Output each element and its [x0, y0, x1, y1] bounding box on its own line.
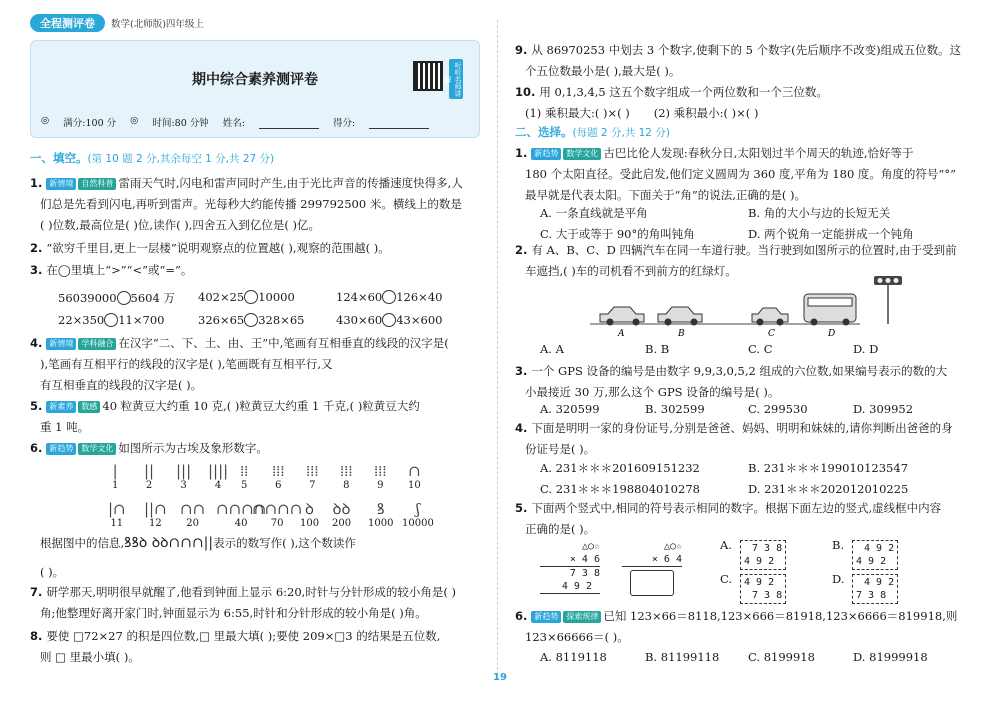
question-5 [30, 396, 485, 438]
option-a[interactable]: A. 一条直线就是平角 [540, 206, 648, 220]
q-number: 6. [30, 441, 43, 455]
q-number: 3. [515, 364, 528, 378]
section-title: 二、选择。 [515, 125, 573, 139]
choice-5 [515, 498, 980, 540]
clock-icon: ◎ [41, 115, 50, 126]
egypt-glyph: ∩ 10 [408, 462, 421, 491]
option-a[interactable]: A. [720, 538, 732, 552]
egypt-glyph: ⁞⁞⁞ 6 [272, 462, 285, 491]
q-text: 个五位数最小是( ),最大是( )。 [525, 64, 681, 78]
q-text: 车遮挡,( )车的司机看不到前方的红绿灯。 [525, 264, 737, 278]
exam-info-row [41, 115, 429, 129]
egypt-glyph: ꝺ 100 [300, 500, 320, 529]
section-fill-in [30, 150, 274, 166]
q-text: 用 0,1,3,4,5 这五个数字组成一个两位数和一个三位数。 [539, 85, 828, 99]
exam-title: 期中综合素养测评卷 [192, 72, 318, 88]
option-b[interactable]: B. 302599 [645, 402, 705, 416]
compare-circle[interactable] [382, 290, 396, 304]
top-bar [30, 14, 204, 32]
badge: 自然科普 [78, 178, 116, 190]
compare-item: 56039000 5604 万 [58, 291, 175, 305]
option-b[interactable]: B. 231＊＊＊199010123547 [748, 461, 909, 475]
question-8 [30, 626, 485, 668]
name-blank[interactable] [259, 115, 319, 129]
car-label: C [768, 329, 775, 339]
option-d-box: 4 9 2 7 3 8 [852, 574, 898, 604]
car-b-icon [658, 307, 702, 326]
option-c[interactable]: C. 231＊＊＊198804010278 [540, 482, 700, 496]
egypt-glyph: ||| 3 [176, 462, 192, 491]
q-text: 雷雨天气时,闪电和雷声同时产生,由于光比声音的传播速度快得多,人 [118, 176, 463, 190]
compare-circle[interactable] [382, 313, 396, 327]
badge: 新素养 [46, 401, 76, 413]
badge: 新情境 [46, 178, 76, 190]
question-7 [30, 582, 490, 624]
q-text: 表示的数写作( ),这个数读作 [213, 536, 356, 550]
egypt-glyph: ⁞⁞⁞ 7 [306, 462, 319, 491]
q-text: ( )。 [40, 565, 65, 579]
option-a[interactable]: A. 231＊＊＊201609151232 [540, 461, 700, 475]
q-number: 2. [30, 241, 43, 255]
car-a-icon [600, 307, 644, 326]
compare-item: 124×60 126×40 [336, 290, 443, 304]
option-b[interactable]: B. [832, 538, 845, 552]
choice-6 [515, 606, 980, 648]
cars-diagram [590, 272, 910, 342]
egypt-number-icon: ꝸꝸꝺ ꝺꝺ∩∩∩|| [124, 535, 214, 551]
qr-side-label: 听听名师讲解 [449, 59, 463, 99]
q-number: 3. [30, 263, 43, 277]
option-c[interactable]: C. C [748, 342, 773, 356]
section-choice [515, 124, 670, 140]
compare-item: 326×65 328×65 [198, 313, 305, 327]
name-label: 姓名: [222, 118, 245, 129]
exam-header [30, 40, 480, 138]
q-number: 5. [515, 501, 528, 515]
q-text: 最早就是代表太阳。下面关于“角”的说法,正确的是( )。 [525, 188, 807, 202]
bus-d-icon [804, 294, 856, 326]
q-number: 10. [515, 85, 536, 99]
choice-1 [515, 143, 980, 206]
egypt-glyph: | 1 [112, 462, 119, 491]
score-label: 得分: [332, 118, 356, 129]
badge: 新趋势 [531, 148, 561, 160]
badge: 新趋势 [46, 443, 76, 455]
choice-3 [515, 361, 980, 403]
question-9 [515, 40, 980, 82]
egypt-glyph: ⁞⁞⁞ 8 [340, 462, 353, 491]
qr-code-icon [413, 61, 443, 91]
q-number: 5. [30, 399, 43, 413]
q-number: 7. [30, 585, 43, 599]
q-text: 角;他整理好离开家门时,钟面显示为 6:55,时针和分针形成的较小角是( )角。 [40, 606, 427, 620]
q-text: (1) 乘积最大:( )×( ) [525, 106, 630, 120]
q-text: 已知 123×66＝8118,123×666＝81918,123×6666＝819918,则 [603, 609, 958, 623]
option-c[interactable]: C. 299530 [748, 402, 808, 416]
badge: 数学文化 [563, 148, 601, 160]
q-text: 有 A、B、C、D 四辆汽车在同一车道行驶。当行驶到如图所示的位置时,由于受到前 [531, 243, 957, 257]
q-number: 1. [30, 176, 43, 190]
q-number: 4. [515, 421, 528, 435]
compare-circle[interactable] [117, 291, 131, 305]
egypt-glyph: || 2 [144, 462, 155, 491]
q-text: 古巴比伦人发现:春秋分日,太阳划过半个周天的轨迹,恰好等于 [603, 146, 914, 160]
q-text: 重 1 吨。 [40, 420, 90, 434]
q-text: 则 □ 里最小填( )。 [40, 650, 140, 664]
q-text: 如图所示为古埃及象形数字。 [118, 441, 268, 455]
egypt-glyph: ꝸ 1000 [368, 500, 394, 529]
egypt-glyph: ⁞⁞ 5 [240, 462, 249, 491]
q-text: 要使 □72×27 的积是四位数,□ 里最大填( );要使 209×□3 的结果是五位数, [46, 629, 441, 643]
badge: 数学文化 [78, 443, 116, 455]
egypt-glyph: ʃ 10000 [402, 500, 434, 529]
option-b[interactable]: B. B [645, 342, 670, 356]
option-c[interactable]: C. 大于或等于 90°的角叫钝角 [540, 227, 695, 241]
q-text: 从 86970253 中划去 3 个数字,使剩下的 5 个数字(先后顺序不改变)组成五位数。这 [531, 43, 962, 57]
vertical-calc-1: △○☆ × 4 6 7 3 8 4 9 2 [540, 540, 600, 606]
q-number: 9. [515, 43, 528, 57]
egypt-glyph: |∩ 11 [108, 500, 126, 529]
full-score: 满分:100 分 [63, 118, 117, 129]
option-b[interactable]: B. 角的大小与边的长短无关 [748, 206, 891, 220]
question-3 [30, 260, 485, 281]
question-10 [515, 82, 975, 124]
q-text: ( )位数,最高位是( )位,读作( ),四舍五入到亿位是( )亿。 [40, 218, 320, 232]
badge: 数感 [78, 401, 100, 413]
q-number: 8. [30, 629, 43, 643]
option-a-box: 7 3 8 4 9 2 [740, 540, 786, 570]
q-text: 小最接近 30 万,那么这个 GPS 设备的编号是( )。 [525, 385, 780, 399]
section-title: 一、填空。 [30, 151, 88, 165]
choice-4 [515, 418, 980, 460]
q-number: 6. [515, 609, 528, 623]
compare-item: 402×25 10000 [198, 290, 295, 304]
page-number: 19 [493, 672, 507, 683]
option-a[interactable]: A. A [540, 342, 564, 356]
time-limit: 时间:80 分钟 [152, 118, 209, 129]
q-text: “欲穷千里目,更上一层楼”说明观察点的位置越( ),观察的范围越( )。 [46, 241, 390, 255]
compare-item: 430×60 43×600 [336, 313, 443, 327]
q-text: 40 粒黄豆大约重 10 克,( )粒黄豆大约重 1 千克,( )粒黄豆大约 [102, 399, 420, 413]
compare-circle[interactable] [244, 313, 258, 327]
score-blank[interactable] [369, 115, 429, 129]
egypt-glyph: ∩∩∩∩ 40 [216, 500, 267, 529]
option-d[interactable]: D. D [853, 342, 879, 356]
compare-item: 22×350 11×700 [58, 313, 165, 327]
blank-box [630, 570, 674, 596]
option-d[interactable]: D. 81999918 [853, 650, 928, 664]
question-6 [30, 438, 485, 459]
compare-circle[interactable] [104, 313, 118, 327]
option-d[interactable]: D. 两个锐角一定能拼成一个钝角 [748, 227, 914, 241]
question-1 [30, 173, 485, 236]
car-c-icon [752, 308, 788, 326]
option-c-box: 4 9 2 7 3 8 [740, 574, 786, 604]
egypt-glyph: ∩∩ 20 [180, 500, 206, 529]
subject-label: 数学(北师版)四年级上 [111, 19, 204, 30]
option-c[interactable]: C. 8199918 [748, 650, 815, 664]
option-d[interactable]: D. 231＊＊＊202012010225 [748, 482, 909, 496]
option-c[interactable]: C. [720, 572, 733, 586]
egypt-glyph: |||| 4 [208, 462, 229, 491]
q-text: 根据图中的信息, [40, 536, 125, 550]
option-a[interactable]: A. 320599 [540, 402, 600, 416]
section-points: (第 10 题 2 分,其余每空 1 分,共 27 分) [87, 153, 275, 165]
q-text: 180 个太阳直径。受此启发,他们定义圆周为 360 度,平角为 180 度。角度的符号“°” [525, 167, 956, 181]
q-text: 研学那天,明明很早就醒了,他看到钟面上显示 6:20,时针与分针形成的较小角是( ) [46, 585, 456, 599]
q-text: 一个 GPS 设备的编号是由数字 9,9,3,0,5,2 组成的六位数,如果编号表示的数的大 [531, 364, 948, 378]
question-2 [30, 238, 485, 259]
option-d[interactable]: D. 309952 [853, 402, 914, 416]
car-label: B [678, 329, 685, 339]
q-text: 正确的是( )。 [525, 522, 596, 536]
q-number: 1. [515, 146, 528, 160]
q-text: 123×66666＝( )。 [525, 630, 629, 644]
q-text: 在◯里填上“>”“<”或“=”。 [46, 263, 193, 277]
compare-circle[interactable] [244, 290, 258, 304]
q-text: ),笔画有互相平行的线段的汉字是( ),笔画既有互相平行,又 [40, 357, 333, 371]
column-divider [497, 20, 498, 680]
egypt-glyph: ||∩ 12 [144, 500, 167, 529]
badge: 新趋势 [531, 611, 561, 623]
q-text: 下面两个竖式中,相同的符号表示相同的数字。根据下面左边的竖式,虚线框中内容 [531, 501, 942, 515]
badge: 探索规律 [563, 611, 601, 623]
q-text: 们总是先看到闪电,再听到雷声。光每秒大约能传播 299792500 米。横线上的数是 [40, 197, 462, 211]
car-label: A [618, 329, 625, 339]
vertical-calc-2: △○☆ × 6 4 [622, 540, 682, 567]
timer-icon: ◎ [130, 115, 139, 126]
badge: 学科融合 [78, 338, 116, 350]
question-4 [30, 333, 485, 396]
q-text: 份证号是( )。 [525, 442, 596, 456]
egypt-glyph: ∩∩∩∩ 70 [252, 500, 303, 529]
option-d[interactable]: D. [832, 572, 845, 586]
egypt-glyph: ꝺꝺ 200 [332, 500, 352, 529]
section-points: (每题 2 分,共 12 分) [572, 127, 670, 139]
question-6-cont [30, 533, 485, 583]
option-b-box: 4 9 2 4 9 2 [852, 540, 898, 570]
q-number: 2. [515, 243, 528, 257]
egypt-glyph: ⁞⁞⁞ 9 [374, 462, 387, 491]
car-label: D [828, 329, 836, 339]
q-text: 在汉字“二、下、土、由、王”中,笔画有互相垂直的线段的汉字是( [118, 336, 449, 350]
series-tag: 全程测评卷 [30, 14, 105, 32]
q-text: (2) 乘积最小:( )×( ) [653, 106, 759, 120]
option-b[interactable]: B. 81199118 [645, 650, 720, 664]
q-text: 下面是明明一家的身份证号,分别是爸爸、妈妈、明明和妹妹的,请你判断出爸爸的身 [531, 421, 953, 435]
q-text: 有互相垂直的线段的汉字是( )。 [40, 378, 203, 392]
badge: 新情境 [46, 338, 76, 350]
option-a[interactable]: A. 8119118 [540, 650, 607, 664]
q-number: 4. [30, 336, 43, 350]
